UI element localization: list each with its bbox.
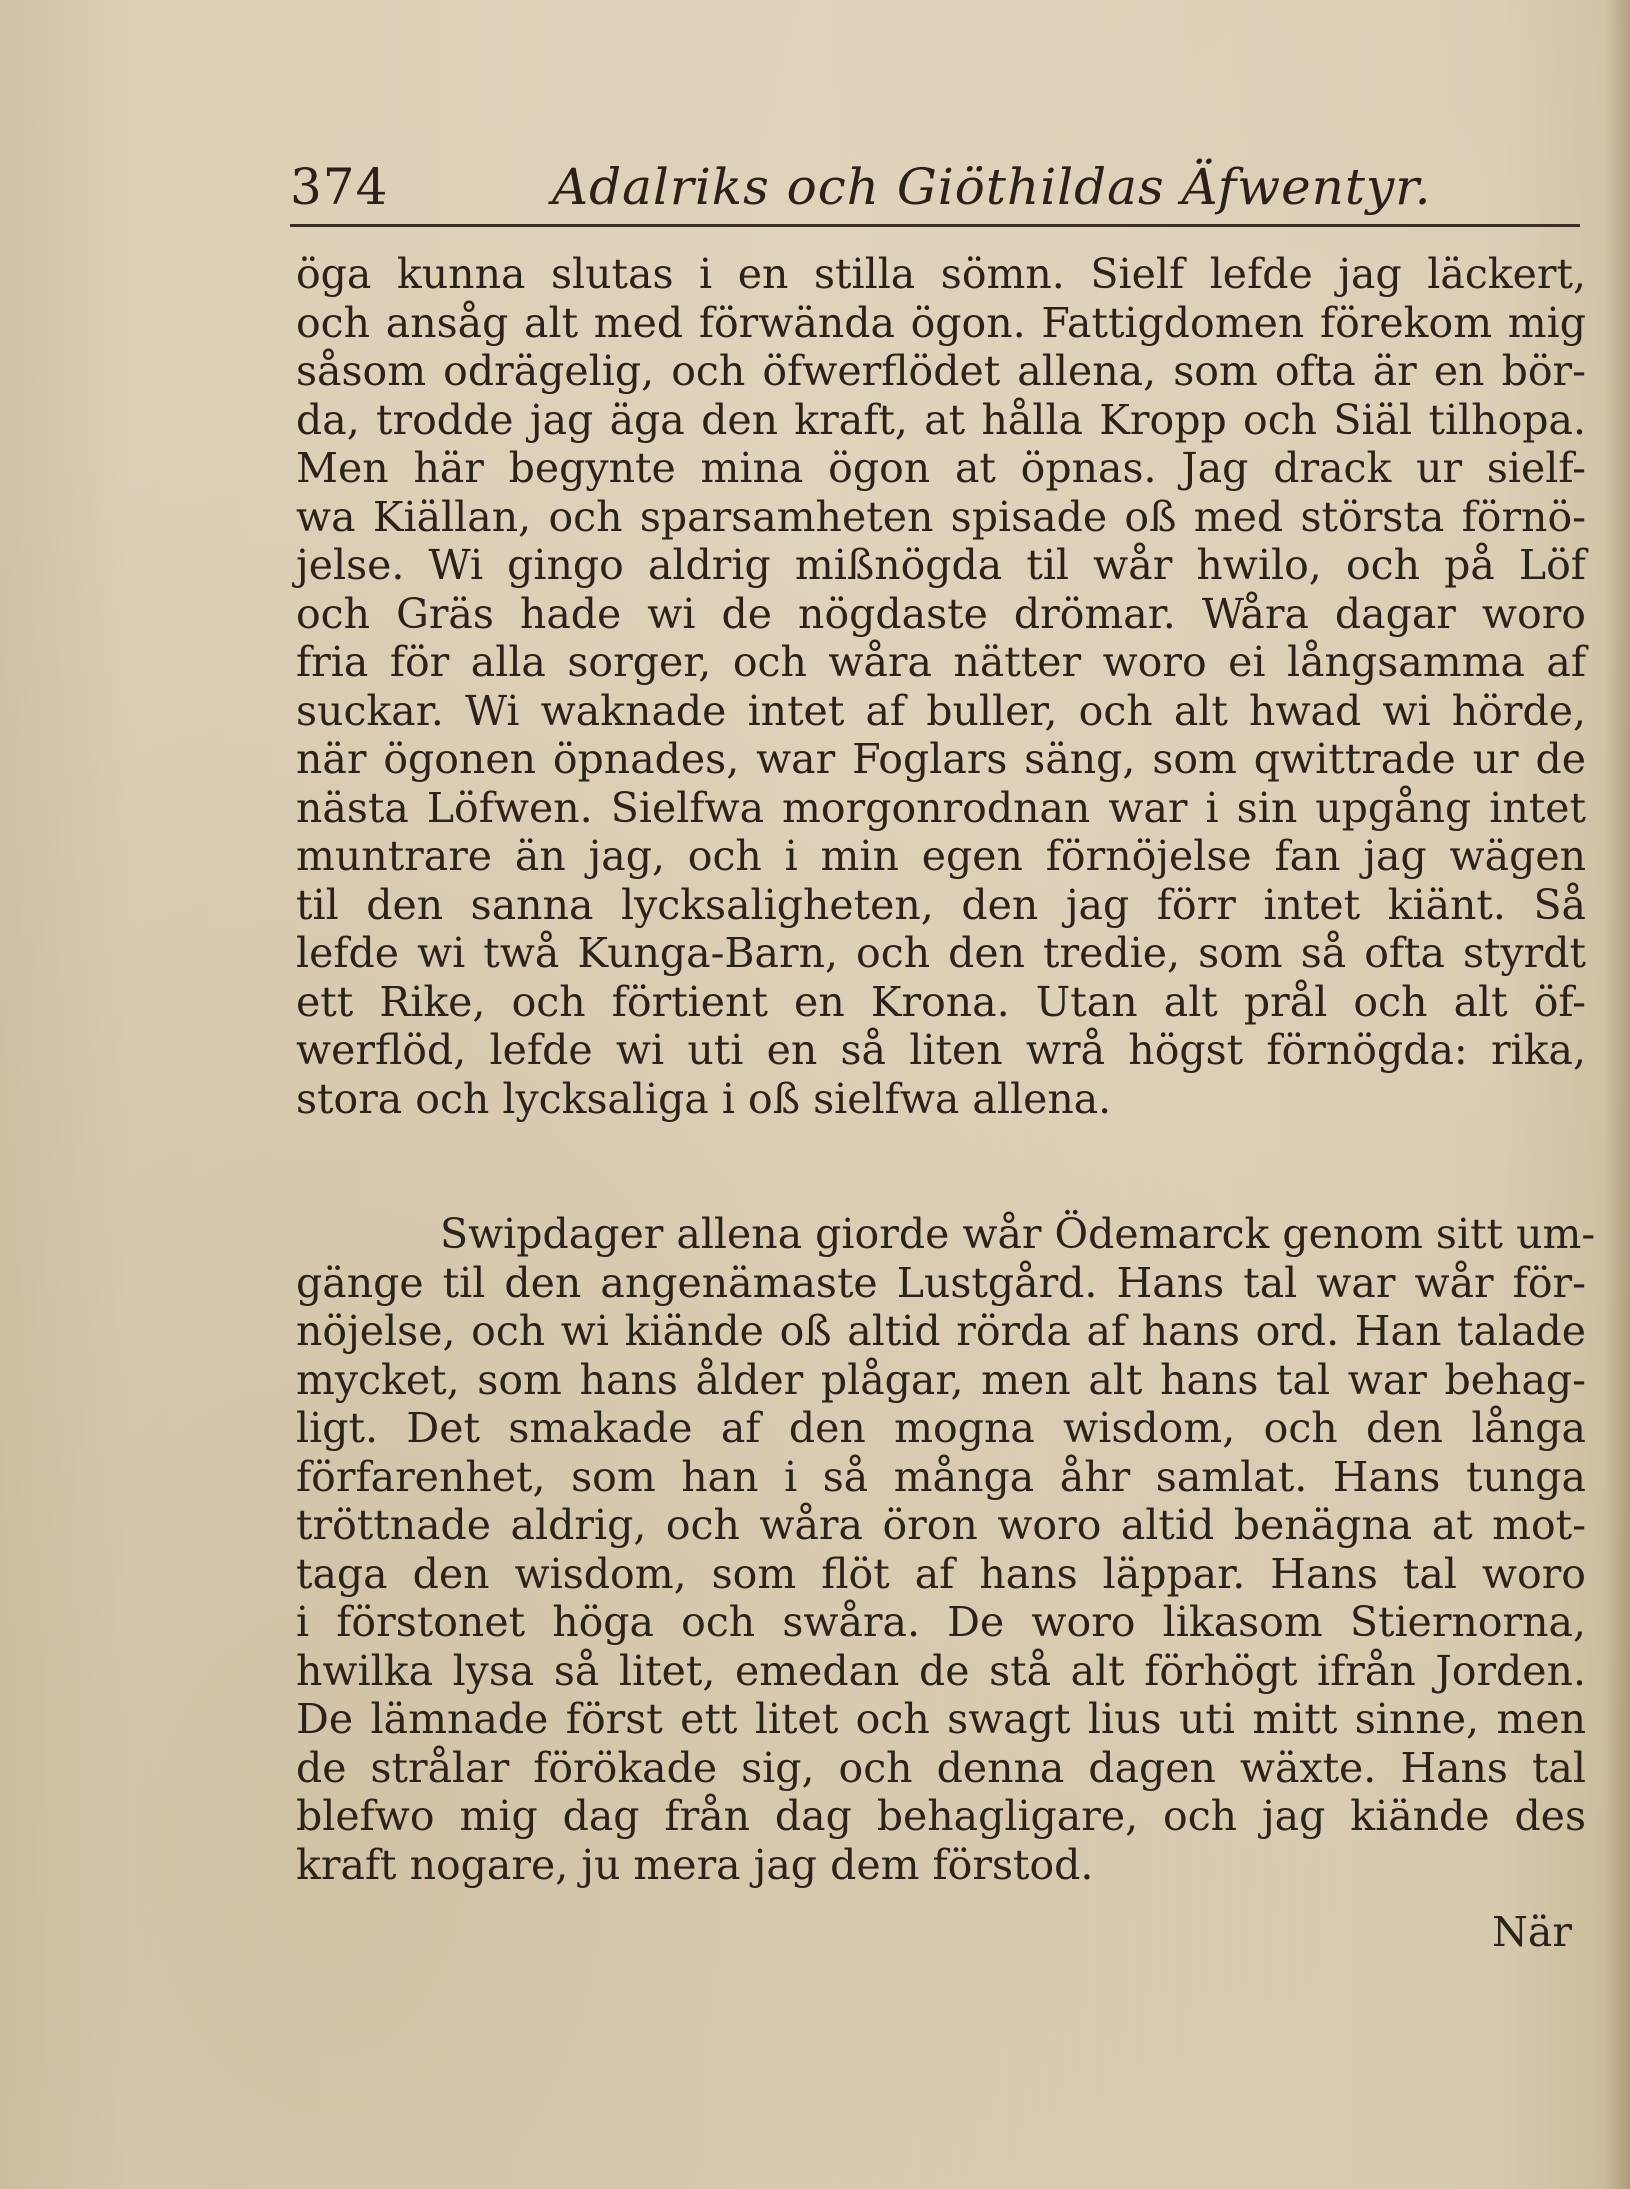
- text-line: kraft nogare, ju mera jag dem förstod.: [296, 1840, 1094, 1889]
- page-header: [290, 150, 1590, 220]
- text-line: och Gräs hade wi de nögdaste drömar. Wåra dagar woro: [296, 589, 1586, 638]
- catchword: När: [1492, 1908, 1572, 1956]
- text-line: De lämnade först ett litet och swagt lius uti mitt sinne, men: [296, 1695, 1586, 1743]
- text-line: wa Kiällan, och sparsamheten spisade oß med största förnö-: [296, 492, 1586, 541]
- text-line: i förstonet höga och swåra. De woro likasom Stiernorna,: [296, 1598, 1586, 1646]
- text-line: gänge til den angenämaste Lustgård. Hans tal war wår för-: [296, 1258, 1586, 1307]
- header-rule: [290, 224, 1580, 227]
- paragraph-2: [296, 1210, 1596, 1889]
- text-line: jelse. Wi gingo aldrig mißnögda til wår hwilo, och på Löf: [296, 541, 1586, 589]
- text-line: och ansåg alt med förwända ögon. Fattigdomen förekom mig: [296, 298, 1586, 347]
- text-line: stora och lycksaliga i oß sielfwa allena.: [296, 1074, 1112, 1123]
- text-line: Men här begynte mina ögon at öpnas. Jag drack ur sielf-: [296, 444, 1586, 492]
- text-line: nöjelse, och wi kiände oß altid rörda af hans ord. Han talade: [296, 1307, 1586, 1355]
- text-line: blefwo mig dag från dag behagligare, och jag kiände des: [296, 1792, 1586, 1840]
- text-line: när ögonen öpnades, war Foglars säng, som qwittrade ur de: [296, 735, 1586, 783]
- text-line: muntrare än jag, och i min egen förnöjelse fan jag wägen: [296, 832, 1586, 880]
- text-line: de strålar förökade sig, och denna dagen wäxte. Hans tal: [296, 1743, 1586, 1792]
- text-line: nästa Löfwen. Sielfwa morgonrodnan war i sin upgång intet: [296, 783, 1586, 832]
- page-edge-shadow: [1604, 0, 1630, 2189]
- text-line: tröttnade aldrig, och wåra öron woro altid benägna at mot-: [296, 1501, 1586, 1549]
- page-number: 374: [290, 158, 389, 216]
- text-line: hwilka lysa så litet, emedan de stå alt förhögt ifrån Jorden.: [296, 1646, 1586, 1695]
- running-title: Adalriks och Giöthildas Äfwentyr.: [552, 158, 1432, 216]
- text-line: öga kunna slutas i en stilla sömn. Sielf lefde jag läckert,: [296, 250, 1586, 298]
- text-line: förfarenhet, som han i så många åhr samlat. Hans tunga: [296, 1452, 1586, 1501]
- text-line: såsom odrägelig, och öfwerflödet allena, som ofta är en bör-: [296, 347, 1586, 395]
- text-line: werflöd, lefde wi uti en så liten wrå högst förnögda: rika,: [296, 1026, 1586, 1074]
- text-line: da, trodde jag äga den kraft, at hålla Kropp och Siäl tilhopa.: [296, 395, 1586, 444]
- text-line: lefde wi twå Kunga-Barn, och den tredie, som så ofta styrdt: [296, 929, 1586, 977]
- text-line: ett Rike, och förtient en Krona. Utan alt prål och alt öf-: [296, 977, 1586, 1026]
- paragraph-1: [296, 250, 1586, 1123]
- text-line: Swipdager allena giorde wår Ödemarck genom sitt um-: [440, 1210, 1596, 1258]
- text-line: suckar. Wi waknade intet af buller, och alt hwad wi hörde,: [296, 686, 1586, 735]
- text-line: fria för alla sorger, och wåra nätter woro ei långsamma af: [296, 638, 1586, 686]
- text-line: mycket, som hans ålder plågar, men alt hans tal war behag-: [296, 1355, 1586, 1404]
- text-line: ligt. Det smakade af den mogna wisdom, och den långa: [296, 1404, 1586, 1452]
- text-line: til den sanna lycksaligheten, den jag förr intet kiänt. Så: [296, 880, 1586, 929]
- text-line: taga den wisdom, som flöt af hans läppar. Hans tal woro: [296, 1549, 1586, 1598]
